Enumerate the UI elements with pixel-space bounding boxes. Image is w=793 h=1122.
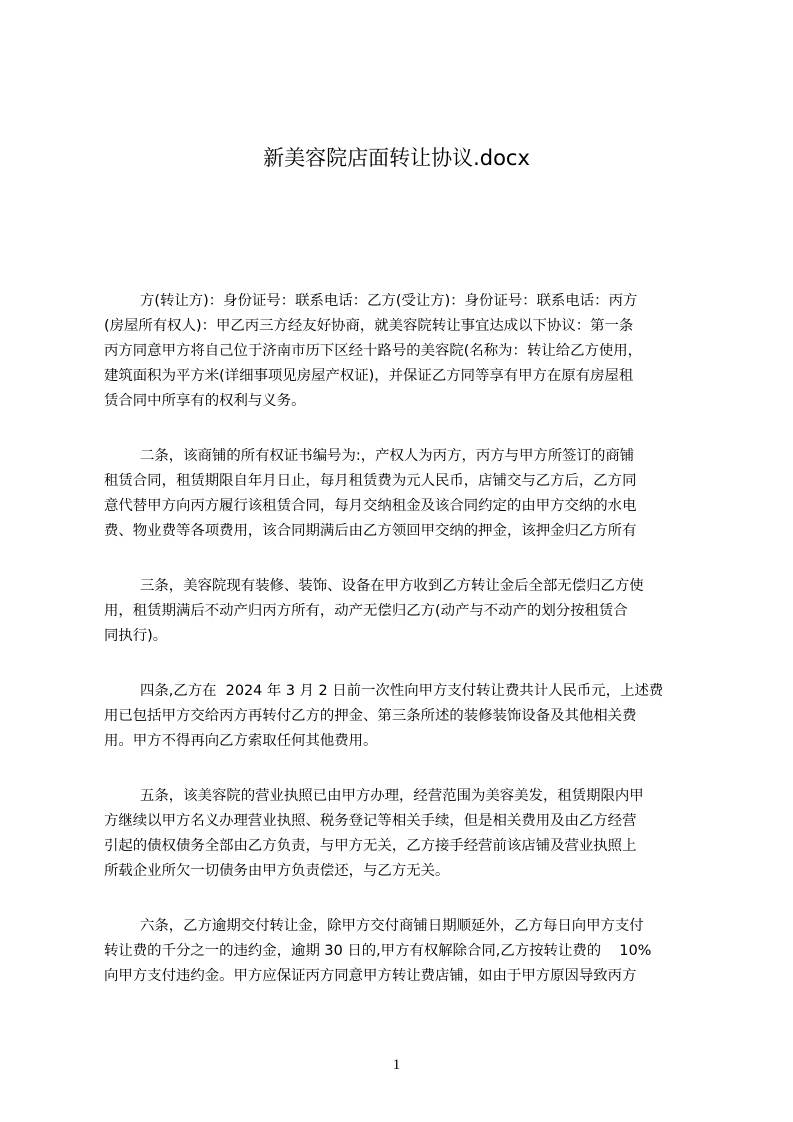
document-body [104, 289, 704, 989]
paragraph [104, 289, 704, 414]
paragraph [104, 444, 704, 544]
paragraph-line: 四条,乙方在 2024 年 3 月 2 日前一次性向甲方支付转让费共计人民币元，上述费 [140, 683, 664, 699]
paragraph-gap [104, 414, 704, 444]
paragraph [104, 574, 704, 649]
paragraph-line: 转让费的千分之一的违约金，逾期 30 日的,甲方有权解除合同,乙方按转让费的 10% [104, 943, 652, 959]
paragraph [104, 679, 704, 754]
paragraph-gap [104, 649, 704, 679]
paragraph-line: 建筑面积为平方米(详细事项见房屋产权证)，并保证乙方同等享有甲方在原有房屋租 [104, 368, 634, 384]
paragraph [104, 784, 704, 884]
paragraph-line: 意代替甲方向丙方履行该租赁合同，每月交纳租金及该合同约定的由甲方交纳的水电 [104, 498, 637, 514]
paragraph-line: 费、物业费等各项费用，该合同期满后由乙方领回甲交纳的押金，该押金归乙方所有 [104, 523, 637, 539]
paragraph-line: 赁合同中所享有的权利与义务。 [104, 393, 306, 409]
paragraph-line: 二条，该商铺的所有权证书编号为:，产权人为丙方，丙方与甲方所签订的商铺 [140, 448, 635, 464]
paragraph-gap [104, 754, 704, 784]
page-number: 1 [392, 1057, 401, 1073]
paragraph-line: 五条，该美容院的营业执照已由甲方办理，经营范围为美容美发，租赁期限内甲 [140, 788, 644, 804]
paragraph-line: 同执行)。 [104, 628, 168, 644]
paragraph-line: 用，租赁期满后不动产归丙方所有，动产无偿归乙方(动产与不动产的划分按租赁合 [104, 603, 628, 619]
paragraph-line: 方(转让方)：身份证号：联系电话：乙方(受让方)：身份证号：联系电话：丙方 [140, 293, 638, 309]
paragraph-gap [104, 544, 704, 574]
paragraph-line: 用已包括甲方交给丙方再转付乙方的押金、第三条所述的装修装饰设备及其他相关费 [104, 708, 637, 724]
paragraph-line: 引起的债权债务全部由乙方负责，与甲方无关，乙方接手经营前该店铺及营业执照上 [104, 838, 637, 854]
paragraph-line: 方继续以甲方名义办理营业执照、税务登记等相关手续，但是相关费用及由乙方经营 [104, 813, 637, 829]
paragraph-line: 六条，乙方逾期交付转让金，除甲方交付商铺日期顺延外，乙方每日向甲方支付 [140, 918, 644, 934]
paragraph-line: 丙方同意甲方将自己位于济南市历下区经十路号的美容院(名称为：转让给乙方使用， [104, 343, 643, 359]
paragraph-line: 向甲方支付违约金。甲方应保证丙方同意甲方转让费店铺，如由于甲方原因导致丙方 [104, 968, 637, 984]
paragraph [104, 914, 704, 989]
paragraph-line: 三条，美容院现有装修、装饰、设备在甲方收到乙方转让金后全部无偿归乙方使 [140, 578, 644, 594]
paragraph-line: 用。甲方不得再向乙方索取任何其他费用。 [104, 733, 378, 749]
paragraph-line: 所载企业所欠一切债务由甲方负责偿还，与乙方无关。 [104, 863, 450, 879]
paragraph-gap [104, 884, 704, 914]
paragraph-line: 租赁合同，租赁期限自年月日止，每月租赁费为元人民币，店铺交与乙方后，乙方同 [104, 473, 637, 489]
paragraph-line: (房屋所有权人)：甲乙丙三方经友好协商，就美容院转让事宜达成以下协议：第一条 [104, 318, 634, 334]
document-title: 新美容院店面转让协议.docx [263, 146, 530, 170]
